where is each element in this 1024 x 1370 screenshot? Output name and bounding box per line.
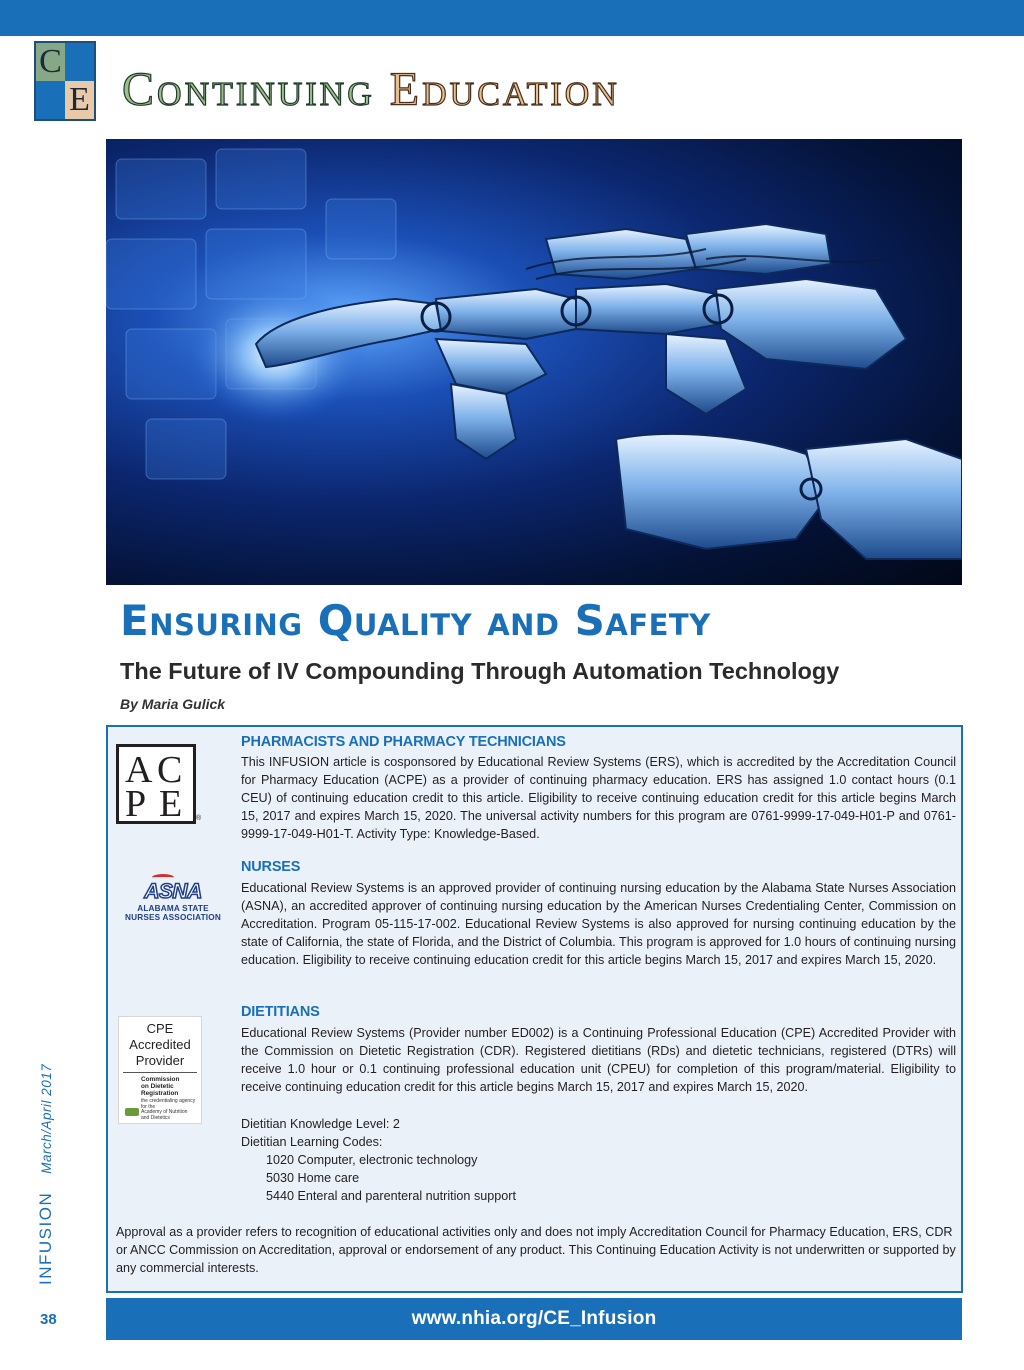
pharmacists-heading: PHARMACISTS AND PHARMACY TECHNICIANS — [241, 734, 566, 750]
acpe-logo-a: A — [125, 749, 153, 791]
page-number: 38 — [40, 1311, 57, 1328]
dietitian-codes — [241, 1115, 516, 1205]
acpe-logo-p: P — [125, 783, 147, 825]
cpe-accredited-provider-logo — [118, 1016, 202, 1124]
acpe-logo — [116, 744, 196, 824]
cpe-logo-line-1: CPE — [146, 1021, 174, 1036]
dietitian-code-item: 1020 Computer, electronic technology — [266, 1153, 478, 1168]
section-title — [122, 62, 620, 122]
hero-image-robotic-hand — [106, 139, 962, 585]
asna-logo-mark: ASNA — [114, 880, 232, 904]
section-title-word-2: Education — [389, 63, 620, 116]
eat-right-icon — [125, 1108, 139, 1116]
acpe-registered-mark: ® — [196, 815, 202, 822]
article-title: Ensuring Quality and Safety — [120, 596, 711, 645]
cdr-line-4: the credentialing agency for the — [141, 1098, 196, 1110]
dietitians-heading: DIETITIANS — [241, 1004, 320, 1020]
cdr-line-3: Registration — [141, 1090, 179, 1097]
acpe-logo-c: C — [157, 749, 183, 791]
ce-logo — [34, 41, 96, 121]
acpe-logo-e: E — [159, 783, 183, 825]
dietitian-code-item: 5030 Home care — [266, 1171, 360, 1186]
footer-url-bar — [106, 1298, 962, 1340]
article-byline: By Maria Gulick — [120, 696, 226, 712]
dietitian-code-item: 5440 Enteral and parenteral nutrition support — [266, 1189, 516, 1204]
cpe-logo-line-3: Provider — [135, 1053, 185, 1068]
dietitian-knowledge-level: Dietitian Knowledge Level: 2 — [241, 1117, 400, 1131]
section-title-word-1: Continuing — [122, 63, 375, 116]
top-color-bar — [0, 0, 1024, 36]
academy-line-1: Academy of Nutrition — [141, 1109, 188, 1115]
ce-logo-c: C — [36, 43, 65, 81]
ce-logo-e: E — [65, 81, 94, 119]
nurses-heading: NURSES — [241, 859, 301, 875]
asna-logo — [114, 880, 232, 920]
cdr-line-2: on Dietetic — [141, 1083, 174, 1090]
dietitian-codes-label: Dietitian Learning Codes: — [241, 1135, 383, 1150]
dietitians-text: Educational Review Systems (Provider number ED002) is a Continuing Professional Education (CPE) Accredited Provider with the Commission on Dietetic Registration (CDR). Registered dietitians (RDs) and dietetic technicians, registered (DTRs) will receive 1.0 hour or 0.1 continuing professional education unit (CPEU) for completion of this program/material. Eligibility to receive continuing education credit for this article begins March 15, 2017 and expires March 15, 2020. — [241, 1026, 956, 1095]
approval-note: Approval as a provider refers to recognition of educational activities only and does not imply Accreditation Council for Pharmacy Education, ERS, CDR or ANCC Commission on Accreditation, approval or endorsement of any product. This Continuing Education Activity is not underwritten or supported by any commercial interests. — [116, 1225, 956, 1276]
ce-accreditation-box — [106, 725, 963, 1293]
ce-logo-blue-block — [65, 43, 94, 81]
cpe-logo-line-2: Accredited — [129, 1037, 191, 1052]
footer-url-link[interactable]: www.nhia.org/CE_Infusion — [411, 1308, 657, 1329]
asna-logo-line-2: NURSES ASSOCIATION — [125, 913, 221, 922]
pharmacists-text: This INFUSION article is cosponsored by Educational Review Systems (ERS), which is accredited by the Accreditation Council for Pharmacy Education (ACPE) as a provider of continuing pharmacy education. ERS has assigned 1.0 contact hours (0.1 CEU) of continuing education credit to this article. Eligibility to receive continuing education credit for this article begins March 15, 2017 and expires March 15, 2020. The universal activity numbers for this program are 0761-9999-17-049-H01-P and 0761-9999-17-049-H01-T. Activity Type: Knowledge-Based. — [241, 755, 956, 842]
issue-date: March/April 2017 — [39, 1063, 54, 1174]
asna-swoosh-icon — [152, 874, 174, 881]
magazine-name: INFUSION — [36, 1191, 55, 1285]
asna-logo-line-1: ALABAMA STATE — [137, 904, 209, 913]
ce-logo-blue-block — [36, 81, 65, 119]
cpe-logo-divider — [123, 1072, 197, 1073]
side-running-footer — [36, 1064, 56, 1285]
academy-line-2: and Dietetics — [141, 1114, 170, 1121]
article-subtitle: The Future of IV Compounding Through Automation Technology — [120, 658, 840, 684]
nurses-text: Educational Review Systems is an approved provider of continuing nursing education by the Alabama State Nurses Association (ASNA), an accredited approver of continuing nursing education by the American Nurses Credentialing Center, Commission on Accreditation. Program 05-115-17-002. Educational Review Systems is also approved for nursing continuing education by the state of California, the state of Florida, and the District of Columbia. This program is approved for 1.0 hours of continuing nursing education. Eligibility to receive continuing education credit for this article begins March 15, 2017 and expires March 15, 2020. — [241, 881, 956, 968]
cdr-line-1: Commission — [141, 1076, 180, 1083]
